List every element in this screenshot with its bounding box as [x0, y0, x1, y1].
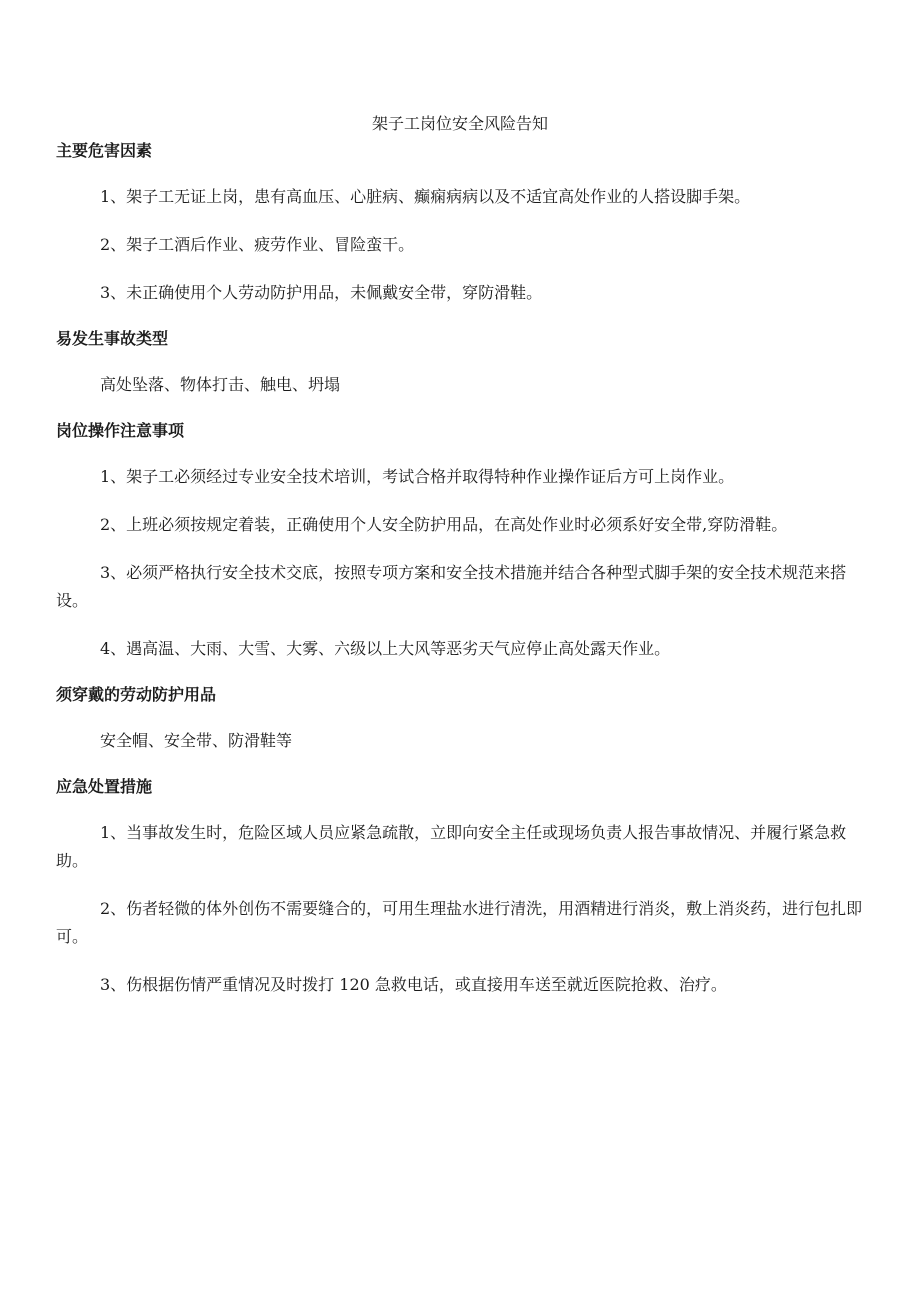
- paragraph: 1、架子工必须经过专业安全技术培训，考试合格并取得特种作业操作证后方可上岗作业。: [100, 467, 735, 486]
- section-heading: 须穿戴的劳动防护用品: [56, 685, 217, 704]
- section-operation-notes: [56, 419, 864, 663]
- paragraph: 2、伤者轻微的体外创伤不需要缝合的，可用生理盐水进行清洗，用酒精进行消炎，敷上消炎药，进行包扎即可。: [56, 899, 863, 946]
- section-heading: 岗位操作注意事项: [56, 421, 185, 440]
- paragraph: 1、当事故发生时，危险区域人员应紧急疏散，立即向安全主任或现场负责人报告事故情况、并履行紧急救助。: [56, 823, 847, 870]
- paragraph: 3、伤根据伤情严重情况及时拨打 120 急救电话，或直接用车送至就近医院抢救、治疗。: [100, 975, 727, 994]
- paragraph: 2、上班必须按规定着装，正确使用个人安全防护用品，在高处作业时必须系好安全带,穿防滑鞋。: [100, 515, 788, 534]
- section-accident-types: [56, 327, 864, 399]
- paragraph: 3、未正确使用个人劳动防护用品，未佩戴安全带，穿防滑鞋。: [100, 283, 543, 302]
- section-heading: 主要危害因素: [56, 141, 153, 160]
- paragraph: 3、必须严格执行安全技术交底，按照专项方案和安全技术措施并结合各种型式脚手架的安全技术规范来搭设。: [56, 563, 847, 610]
- section-heading: 应急处置措施: [56, 777, 153, 796]
- section-emergency-measures: [56, 775, 864, 999]
- document-body: [56, 139, 864, 1019]
- paragraph: 高处坠落、物体打击、触电、坍塌: [100, 375, 341, 394]
- section-protective-equipment: [56, 683, 864, 755]
- paragraph: 4、遇高温、大雨、大雪、大雾、六级以上大风等恶劣天气应停止高处露天作业。: [100, 639, 671, 658]
- section-main-hazards: [56, 139, 864, 307]
- paragraph: 2、架子工酒后作业、疲劳作业、冒险蛮干。: [100, 235, 415, 254]
- paragraph: 1、架子工无证上岗，患有高血压、心脏病、癫痫病病以及不适宜高处作业的人搭设脚手架。: [100, 187, 751, 206]
- paragraph: 安全帽、安全带、防滑鞋等: [100, 731, 293, 750]
- document-title: 架子工岗位安全风险告知: [371, 114, 548, 133]
- section-heading: 易发生事故类型: [56, 329, 169, 348]
